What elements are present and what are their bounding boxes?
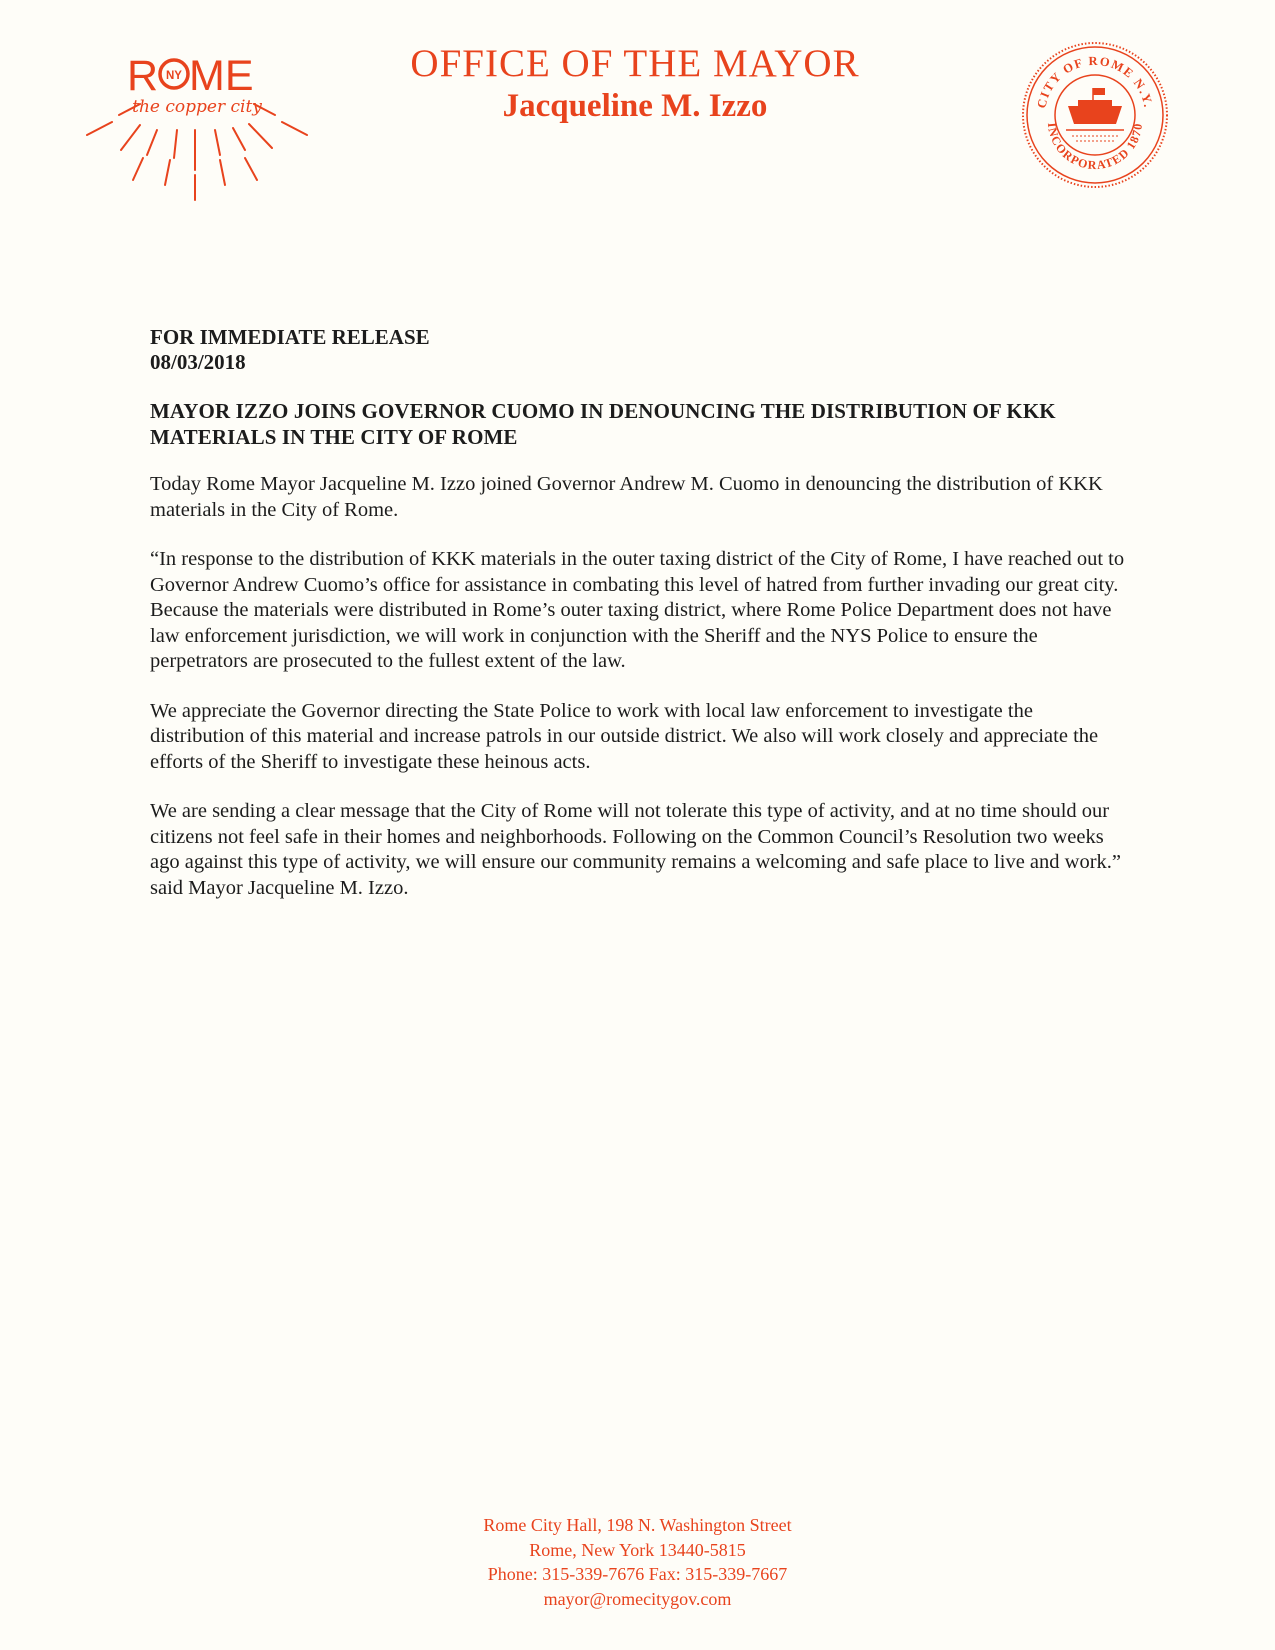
logo-tagline: the copper city <box>132 97 262 117</box>
press-release-body <box>150 325 1125 922</box>
logo-badge: NY <box>166 70 182 82</box>
office-heading <box>340 42 930 126</box>
contact-footer <box>340 1513 935 1611</box>
mayor-name: Jacqueline M. Izzo <box>502 88 768 124</box>
logo-name: ROME <box>85 50 88 51</box>
footer-address: Rome City Hall, 198 N. Washington Street <box>483 1515 792 1535</box>
footer-email: mayor@romecitygov.com <box>543 1588 732 1609</box>
office-title: OFFICE OF THE MAYOR <box>410 42 860 85</box>
paragraph: We are sending a clear message that the City of Rome will not tolerate this type of activity, and at no time should our citizens not feel safe in their homes and neighborhoods. Following on the Common Council’s Resolution two weeks ago against this type of activity, we will ensure our community remains a welcoming and safe place to live and work.” said Mayor Jacqueline M. Izzo. <box>150 800 1121 899</box>
paragraph: “In response to the distribution of KKK materials in the outer taxing district of the City of Rome, I have reached out to Governor Andrew Cuomo’s office for assistance in combating this level of hatred from further invading our great city. Because the materials were distributed in Rome’s outer taxing district, where Rome Police Department does not have law enforcement jurisdiction, we will work in conjunction with the Sheriff and the NYS Police to ensure the perpetrators are prosecuted to the fullest extent of the law. <box>150 548 1125 672</box>
svg-text:ME: ME <box>189 52 254 100</box>
release-date: 08/03/2018 <box>150 350 246 374</box>
paragraph: We appreciate the Governor directing the State Police to work with local law enforcement to investigate the distribution of this material and increase patrols in our outside district. We also will work closely and appreciate the efforts of the Sheriff to investigate these heinous acts. <box>150 699 1099 773</box>
fort-emblem-icon <box>1066 88 1124 141</box>
release-label: FOR IMMEDIATE RELEASE <box>150 325 430 349</box>
footer-city: Rome, New York 13440-5815 <box>529 1539 746 1560</box>
svg-text:R: R <box>127 52 159 100</box>
seal-text-bottom: INCORPORATED 1870 <box>1044 121 1146 173</box>
rome-copper-city-logo <box>85 50 325 220</box>
city-seal <box>1020 40 1170 190</box>
paragraph: Today Rome Mayor Jacqueline M. Izzo joined Governor Andrew M. Cuomo in denouncing the distribution of KKK materials in the City of Rome. <box>150 473 1103 521</box>
headline: MAYOR IZZO JOINS GOVERNOR CUOMO IN DENOUNCING THE DISTRIBUTION OF KKK MATERIALS IN THE CITY OF ROME <box>150 399 1056 449</box>
footer-phone-fax: Phone: 315-339-7676 Fax: 315-339-7667 <box>487 1564 788 1584</box>
seal-text-top: CITY OF ROME N.Y. <box>1034 53 1156 110</box>
sun-rays-icon <box>87 104 307 200</box>
